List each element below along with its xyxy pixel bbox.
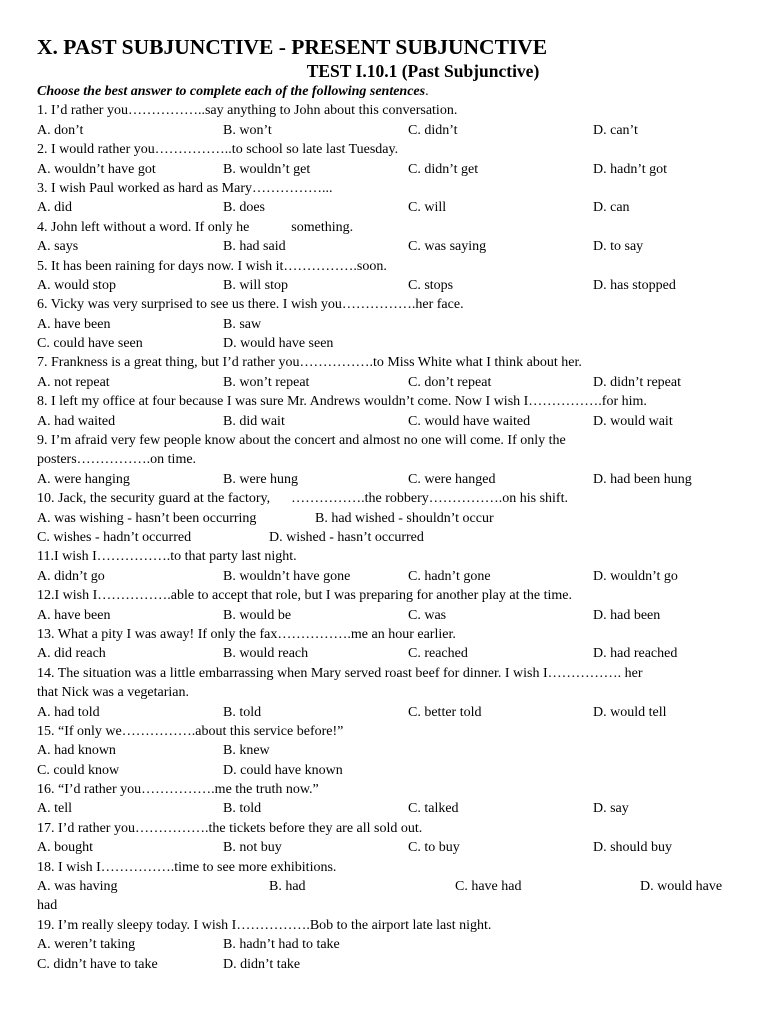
option-d: D. had been: [593, 607, 661, 623]
question-text: 16. “I’d rather you…………….me the truth now.”: [37, 782, 319, 798]
option-b: B. did wait: [223, 413, 285, 429]
instructions: [37, 82, 737, 101]
option-d: D. has stopped: [593, 277, 676, 293]
option-d: D. would tell: [593, 704, 667, 720]
option-b: B. won’t: [223, 122, 272, 138]
option-c: C. talked: [408, 801, 459, 817]
question-text: 1. I’d rather you……………..say anything to John about this conversation.: [37, 103, 458, 119]
question-text: 13. What a pity I was away! If only the fax…………….me an hour earlier.: [37, 626, 456, 642]
option-a: A. bought: [37, 840, 93, 856]
test-title: TEST I.10.1 (Past Subjunctive): [306, 61, 540, 81]
option-a: A. did reach: [37, 646, 106, 662]
option-b: B. told: [223, 801, 262, 817]
question-14-cont: [37, 683, 737, 702]
option-c: C. didn’t: [408, 122, 458, 138]
option-a: A. were hanging: [37, 471, 130, 487]
option-b: B. told: [223, 704, 262, 720]
option-b: B. were hung: [223, 471, 299, 487]
option-c: C. didn’t get: [408, 161, 479, 177]
option-b: B. had said: [223, 239, 286, 255]
option-a: A. weren’t taking: [37, 937, 136, 953]
question-text: posters…………….on time.: [37, 452, 197, 468]
question-text: 19. I’m really sleepy today. I wish I…………….Bob to the airport late last night.: [37, 917, 492, 933]
option-a: A. not repeat: [37, 374, 110, 390]
question-text: 8. I left my office at four because I was sure Mr. Andrews wouldn’t come. Now I wish I…………….for him.: [37, 394, 647, 410]
option-a: A. did: [37, 200, 72, 216]
option-d: D. would have: [640, 879, 723, 895]
question-16: [37, 780, 737, 799]
option-c: C. reached: [408, 646, 468, 662]
options-row: [37, 877, 737, 896]
option-a: A. have been: [37, 316, 111, 332]
question-12: [37, 586, 737, 605]
option-d: D. say: [593, 801, 629, 817]
option-d: D. didn’t take: [223, 956, 301, 972]
options-row: [37, 315, 737, 334]
question-7: [37, 353, 737, 372]
options-row: [37, 606, 737, 625]
options-row: [37, 160, 737, 179]
option-b: B. wouldn’t get: [223, 161, 311, 177]
question-text: 11.I wish I…………….to that party last night.: [37, 549, 297, 565]
options-row-wrap: [37, 896, 737, 915]
option-c: C. didn’t have to take: [37, 956, 158, 972]
option-c: C. was saying: [408, 239, 487, 255]
question-text: 5. It has been raining for days now. I wish it…………….soon.: [37, 258, 387, 274]
option-c: C. could have seen: [37, 336, 143, 352]
document-page: [37, 34, 737, 974]
question-2: [37, 140, 737, 159]
option-d: D. can’t: [593, 122, 638, 138]
question-1: [37, 101, 737, 120]
option-d: D. didn’t repeat: [593, 374, 681, 390]
option-b: B. will stop: [223, 277, 288, 293]
options-row: [37, 198, 737, 217]
options-row: [37, 528, 737, 547]
instructions-period: .: [425, 84, 429, 99]
option-c: C. stops: [408, 277, 454, 293]
option-d: D. hadn’t got: [593, 161, 668, 177]
options-row: [37, 741, 737, 760]
question-4: [37, 218, 737, 237]
option-b: B. knew: [223, 743, 270, 759]
question-text: 9. I’m afraid very few people know about the concert and almost no one will come. If only the: [37, 433, 566, 449]
options-row: [37, 761, 737, 780]
options-row: [37, 644, 737, 663]
question-9: [37, 431, 737, 450]
options-row: [37, 799, 737, 818]
option-b: B. had wished - shouldn’t occur: [315, 510, 494, 526]
option-d: D. to say: [593, 239, 644, 255]
options-row: [37, 276, 737, 295]
option-b: B. saw: [223, 316, 262, 332]
question-19: [37, 916, 737, 935]
options-row: [37, 237, 737, 256]
option-a: A. was having: [37, 879, 118, 895]
option-a: A. wouldn’t have got: [37, 161, 156, 177]
option-d: D. had been hung: [593, 471, 692, 487]
options-row: [37, 373, 737, 392]
question-17: [37, 819, 737, 838]
option-d: D. could have known: [223, 762, 343, 778]
question-13: [37, 625, 737, 644]
option-d: D. would wait: [593, 413, 673, 429]
options-row: [37, 935, 737, 954]
options-row: [37, 703, 737, 722]
question-8: [37, 392, 737, 411]
question-3: [37, 179, 737, 198]
option-c: C. better told: [408, 704, 482, 720]
option-c: C. have had: [455, 879, 522, 895]
option-a: A. says: [37, 239, 79, 255]
question-5: [37, 257, 737, 276]
option-b: B. would reach: [223, 646, 309, 662]
option-d: D. can: [593, 200, 630, 216]
option-c: C. were hanged: [408, 471, 496, 487]
option-a: A. don’t: [37, 122, 84, 138]
options-row: [37, 509, 737, 528]
option-b: B. wouldn’t have gone: [223, 568, 351, 584]
option-c: C. will: [408, 200, 447, 216]
option-a: A. had told: [37, 704, 100, 720]
question-text: 4. John left without a word. If only he something.: [37, 219, 354, 235]
option-d: D. had reached: [593, 646, 678, 662]
question-11: [37, 547, 737, 566]
question-text: that Nick was a vegetarian.: [37, 685, 189, 701]
options-row: [37, 470, 737, 489]
option-a: A. had waited: [37, 413, 116, 429]
instructions-text: Choose the best answer to complete each of the following sentences: [37, 84, 426, 99]
option-c: C. was: [408, 607, 447, 623]
question-text: 15. “If only we…………….about this service before!”: [37, 723, 344, 739]
section-title: X. PAST SUBJUNCTIVE - PRESENT SUBJUNCTIVE: [37, 35, 548, 59]
question-text: 3. I wish Paul worked as hard as Mary……………...: [37, 180, 333, 196]
option-d: D. would have seen: [223, 336, 334, 352]
option-c: C. don’t repeat: [408, 374, 492, 390]
question-text: 12.I wish I…………….able to accept that role, but I was preparing for another play at the time.: [37, 588, 572, 604]
options-row: [37, 838, 737, 857]
options-row: [37, 955, 737, 974]
question-text: 14. The situation was a little embarrassing when Mary served roast beef for dinner. I wish I……………. her: [37, 665, 643, 681]
options-row: [37, 121, 737, 140]
option-a: A. didn’t go: [37, 568, 105, 584]
question-6: [37, 295, 737, 314]
question-10: [37, 489, 737, 508]
question-text: 2. I would rather you……………..to school so late last Tuesday.: [37, 142, 399, 158]
option-d: D. wouldn’t go: [593, 568, 678, 584]
option-b: B. won’t repeat: [223, 374, 310, 390]
question-18: [37, 858, 737, 877]
question-text: 18. I wish I…………….time to see more exhibitions.: [37, 859, 337, 875]
option-c: C. wishes - hadn’t occurred: [37, 529, 192, 545]
option-a: A. have been: [37, 607, 111, 623]
option-d: D. wished - hasn’t occurred: [269, 529, 424, 545]
option-a: A. was wishing - hasn’t been occurring: [37, 510, 257, 526]
question-text: 10. Jack, the security guard at the factory, …………….the robbery…………….on his shift.: [37, 491, 568, 507]
question-text: 6. Vicky was very surprised to see us there. I wish you…………….her face.: [37, 297, 464, 313]
question-9-cont: [37, 450, 737, 469]
option-b: B. would be: [223, 607, 292, 623]
question-text: 7. Frankness is a great thing, but I’d rather you…………….to Miss White what I think about her.: [37, 355, 582, 371]
option-a: A. had known: [37, 743, 116, 759]
option-b: B. does: [223, 200, 265, 216]
options-row: [37, 567, 737, 586]
options-row: [37, 334, 737, 353]
question-14: [37, 664, 737, 683]
option-a: A. tell: [37, 801, 72, 817]
option-b: B. hadn’t had to take: [223, 937, 340, 953]
option-b: B. not buy: [223, 840, 282, 856]
option-c: C. would have waited: [408, 413, 531, 429]
question-15: [37, 722, 737, 741]
option-b: B. had: [269, 879, 306, 895]
option-c: C. to buy: [408, 840, 460, 856]
option-c: C. could know: [37, 762, 120, 778]
option-c: C. hadn’t gone: [408, 568, 491, 584]
options-row: [37, 412, 737, 431]
question-text: 17. I’d rather you…………….the tickets before they are all sold out.: [37, 820, 423, 836]
option-d-continued: had: [37, 898, 58, 914]
option-a: A. would stop: [37, 277, 116, 293]
option-d: D. should buy: [593, 840, 672, 856]
